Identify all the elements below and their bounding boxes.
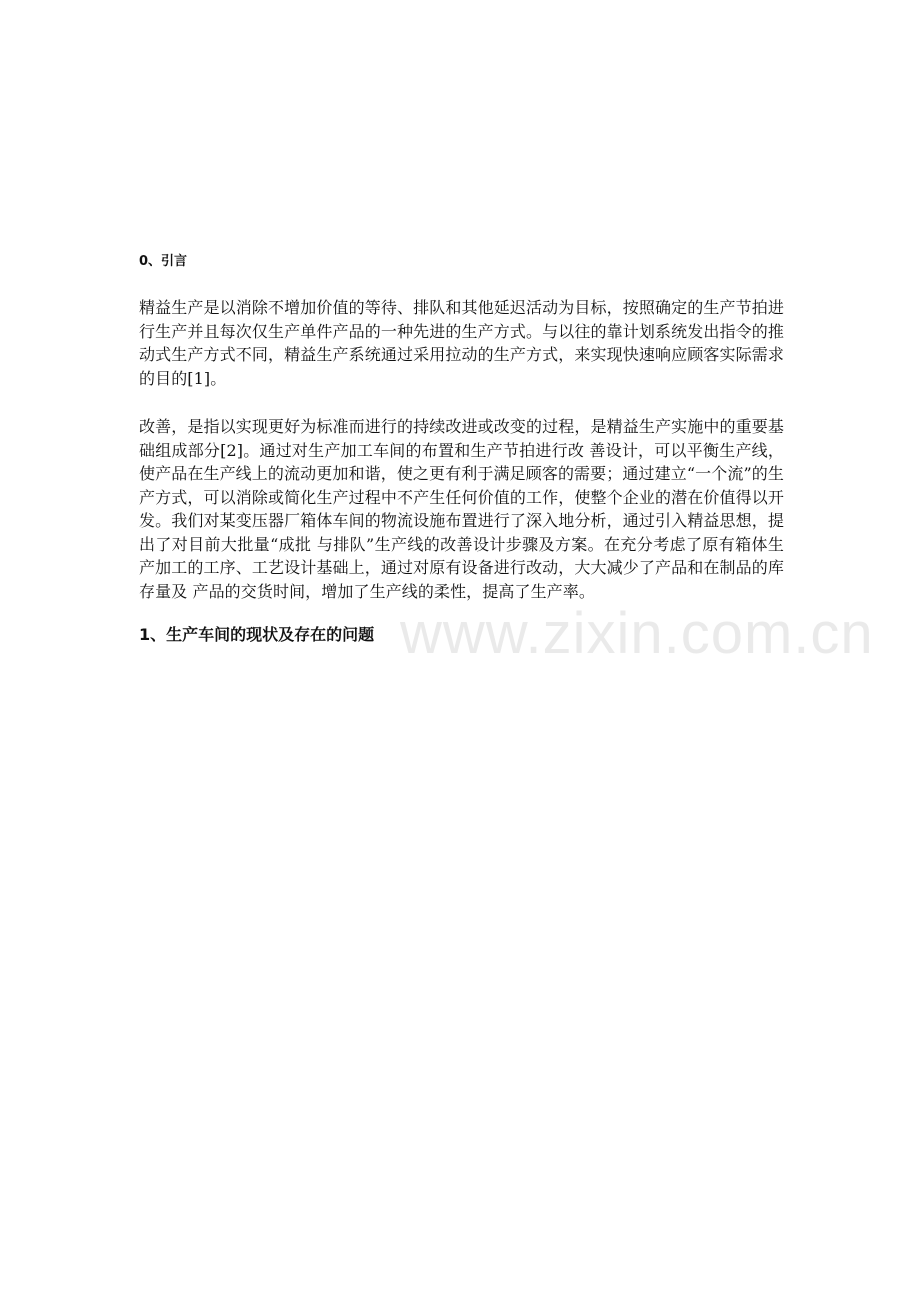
paragraph-introduction-2: 改善，是指以实现更好为标准而进行的持续改进或改变的过程，是精益生产实施中的重要基础组成部分[2]。通过对生产加工车间的布置和生产节拍进行改 善设计，可以平衡生产线，使产品在生产线上的流动更加和谐，使之更有利于满足顾客的需要；通过建立“一个流”的生产方式，可以消除或简化生产过程中不产生任何价值的工作，使整个企业的潜在价值得以开发。我们对某变压器厂箱体车间的物流设施布置进行了深入地分析，通过引入精益思想，提出了对目前大批量“成批 与排队”生产线的改善设计步骤及方案。在充分考虑了原有箱体生产加工的工序、工艺设计基础上，通过对原有设备进行改动，大大减少了产品和在制品的库存量及 产品的交货时间，增加了生产线的柔性，提高了生产率。 — [139, 417, 784, 601]
document-body — [139, 250, 784, 648]
section-1-heading: 1、生产车间的现状及存在的问题 — [139, 625, 375, 644]
watermark: www.zixin.com.cn — [400, 601, 874, 666]
paragraph-introduction-1: 精益生产是以消除不增加价值的等待、排队和其他延迟活动为目标，按照确定的生产节拍进行生产并且每次仅生产单件产品的一种先进的生产方式。与以往的靠计划系统发出指令的推动式生产方式不同，精益生产系统通过采用拉动的生产方式，来实现快速响应顾客实际需求的目的[1]。 — [139, 298, 784, 388]
section-0-heading: 0、引言 — [139, 254, 188, 269]
